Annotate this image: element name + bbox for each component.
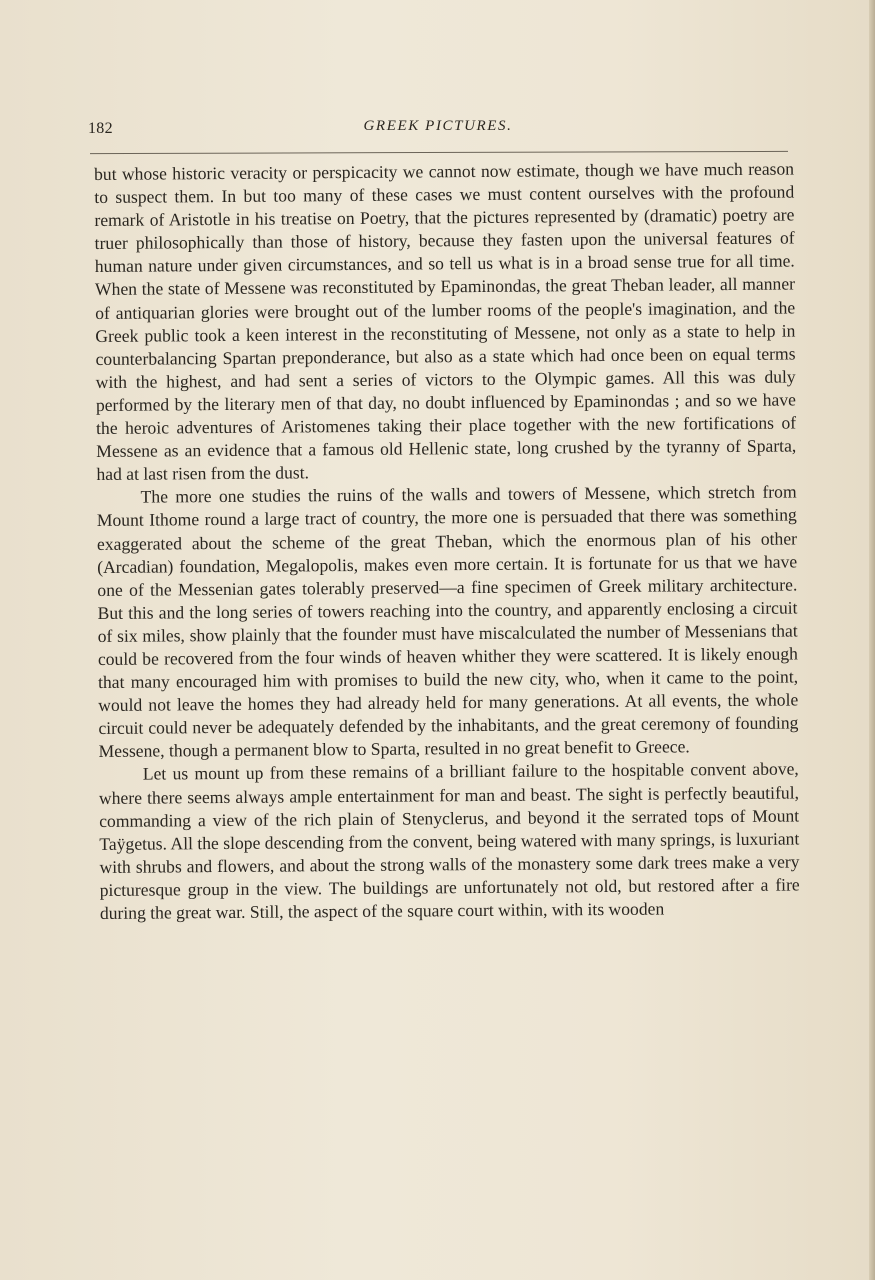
page-edge <box>869 0 875 1280</box>
header-rule <box>90 151 788 154</box>
page-number: 182 <box>88 120 113 137</box>
paragraph-3: Let us mount up from these remains of a brilliant failure to the hospitable convent above, where there seems always ample entertainment for man and beast. The sight is perfectly beautiful, commanding a view of the rich plain of Stenyclerus, and beyond it the serrated tops of Mount Taÿgetus. All the slope descending from the convent, being watered with many springs, is luxuriant with shrubs and flowers, and about the strong walls of the monastery some dark trees make a very picturesque group in the view. The buildings are unfortunately not old, but restored after a fire during the great war. Still, the aspect of the square court within, with its wooden <box>98 758 800 923</box>
running-header <box>88 116 788 142</box>
running-title: GREEK PICTURES. <box>363 118 513 134</box>
paragraph-1: but whose historic veracity or perspicacity we cannot now estimate, though we have much reason to suspect them. In but too many of these cases we must content ourselves with the profound remark of Aristotle in his treatise on Poetry, that the pictures represented by (dramatic) poetry are truer philosophically than those of history, because they fasten upon the universal features of human nature under given circumstances, and so tell us what is in a broad sense true for all time. When the state of Messene was reconstituted by Epaminondas, the great Theban leader, all manner of antiquarian glories were brought out of the lumber rooms of the people's imagination, and the Greek public took a keen interest in the reconstituting of Messene, not only as a state to help in counterbalancing Spartan preponderance, but also as a state which had once been on equal terms with the highest, and had sent a series of victors to the Olympic games. All this was duly performed by the literary men of that day, no doubt influenced by Epaminondas ; and so we have the heroic adventures of Aristomenes taking their place together with the new fortifications of Messene as an evidence that a famous old Hellenic state, long crushed by the tyranny of Sparta, had at last risen from the dust. <box>94 158 797 485</box>
body-text <box>94 158 800 926</box>
paragraph-2: The more one studies the ruins of the walls and towers of Messene, which stretch from Mount Ithome round a large tract of country, the more one is persuaded that there was something exaggerated about the scheme of the great Theban, which the enormous plan of his other (Arcadian) foundation, Megalopolis, makes even more certain. It is fortunate for us that we have one of the Messenian gates tolerably preserved—a fine specimen of Greek military architecture. But this and the long series of towers reaching into the country, and apparently enclosing a circuit of six miles, show plainly that the founder must have miscalculated the number of Messenians that could be recovered from the four winds of heaven whither they were scattered. It is likely enough that many encouraged him with promises to build the new city, who, when it came to the point, would not leave the homes they had already held for many generations. At all events, the whole circuit could never be adequately defended by the inhabitants, and the great ceremony of founding Messene, though a permanent blow to Sparta, resulted in no great benefit to Greece. <box>96 481 799 762</box>
